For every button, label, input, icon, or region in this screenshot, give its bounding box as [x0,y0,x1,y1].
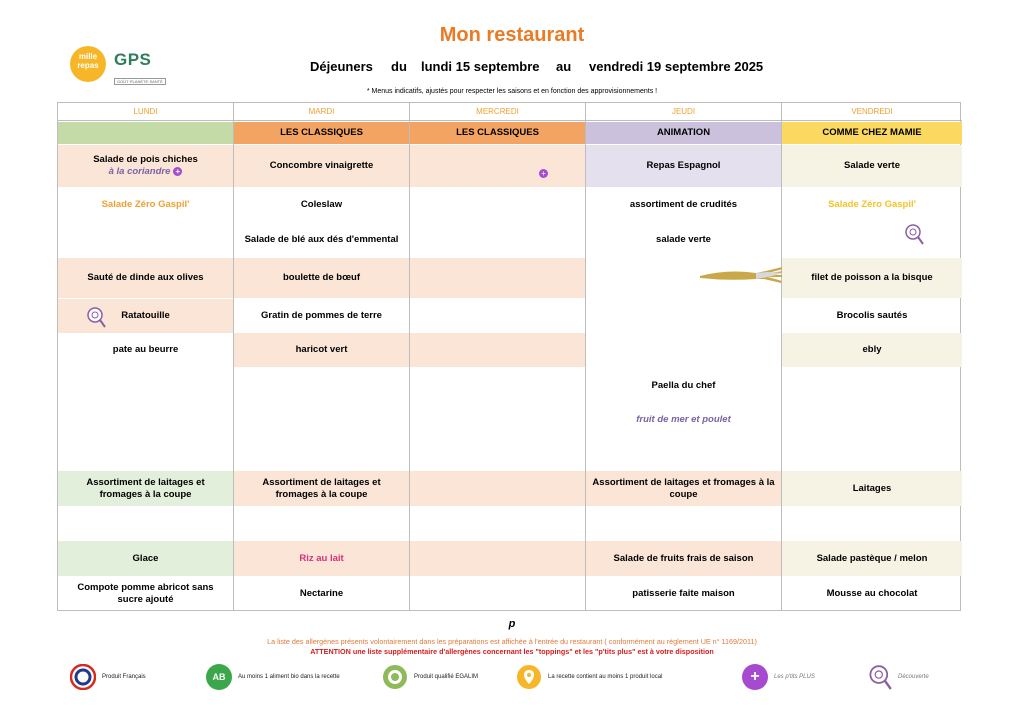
menu-item-mercredi-dairy [410,471,585,506]
french-flag-icon [70,664,96,690]
theme-mercredi: LES CLASSIQUES [410,122,585,144]
legend-decouverte: Découverte [868,662,929,692]
day-header-jeudi: JEUDI [586,103,781,121]
discovery-loupe-icon [868,663,892,691]
weekly-menu-table [57,102,961,611]
column-mercredi [410,103,586,610]
page-title: Mon restaurant [439,24,585,46]
menu-item-mercredi-main [410,258,585,298]
menu-item-jeudi-main-sub: fruit de mer et poulet [636,414,731,425]
menu-item-jeudi-starter3: salade verte [656,234,711,245]
subtitle-start-date: lundi 15 septembre [421,59,540,74]
menu-note: * Menus indicatifs, ajustés pour respecter les saisons et en fonction des approvisionnements ! [366,88,658,95]
ptits-plus-icon: + [539,169,548,178]
menu-item-vendredi-side1: Brocolis sautés [836,310,908,321]
day-header-vendredi: VENDREDI [782,103,962,121]
menu-item-mardi-starter2: Coleslaw [300,199,343,210]
menu-item-mercredi-starter [410,145,585,187]
day-header-lundi: LUNDI [58,103,233,121]
menu-item-lundi-dessert1: Glace [58,541,233,576]
menu-item-jeudi-dairy: Assortiment de laitages et fromages à la coupe [586,471,781,506]
day-header-mardi: MARDI [234,103,409,121]
menu-item-lundi-side1: Ratatouille [58,299,233,333]
menu-item-lundi-dessert2: Compote pomme abricot sans sucre ajouté [77,582,214,605]
menu-item-vendredi-starter2: Salade Zéro Gaspil' [828,199,916,210]
menu-item-mardi-starter3: Salade de blé aux dés d'emmental [244,234,399,245]
fork-icon [698,261,786,291]
menu-item-lundi-dairy: Assortiment de laitages et fromages à la coupe [58,471,233,506]
ptits-plus-icon: + [173,167,182,176]
menu-item-jeudi-dessert2: patisserie faite maison [632,588,735,599]
menu-item-vendredi-side2: ebly [782,333,962,367]
gps-logo: GPS GOÛT·PLANÈTE·SANTÉ [114,50,166,82]
menu-item-mardi-dairy: Assortiment de laitages et fromages à la coupe [234,471,409,506]
local-pin-icon [516,664,542,690]
discovery-loupe-icon [904,223,924,245]
day-header-mercredi: MERCREDI [410,103,585,121]
menu-item-lundi-main: Sauté de dinde aux olives [58,258,233,298]
theme-jeudi: ANIMATION [586,122,781,144]
menu-item-mardi-dessert2: Nectarine [299,588,344,599]
menu-item-jeudi-starter2: assortiment de crudités [629,199,738,210]
egalim-icon [382,664,408,690]
theme-mardi: LES CLASSIQUES [234,122,409,144]
theme-lundi [58,122,233,144]
menu-item-mardi-side1: Gratin de pommes de terre [261,310,382,321]
subtitle-du: du [391,59,407,74]
menu-item-vendredi-starter: Salade verte [782,145,962,187]
column-vendredi [782,103,962,610]
menu-item-vendredi-dessert1: Salade pastèque / melon [782,541,962,576]
menu-item-lundi-starter2: Salade Zéro Gaspil' [101,199,190,210]
legend-local: La recette contient au moins 1 produit local [516,662,662,692]
menu-item-mardi-starter: Concombre vinaigrette [234,145,409,187]
column-jeudi [586,103,782,610]
subtitle-end-date: vendredi 19 septembre 2025 [589,59,764,74]
legend-ptits-plus: + Les p'tits PLUS [742,662,815,692]
p-mark: p [508,618,516,630]
menu-item-jeudi-starter: Repas Espagnol [586,145,781,187]
menu-item-vendredi-dairy: Laitages [782,471,962,506]
mille-repas-logo: mille repas [70,46,106,82]
subtitle-au: au [556,59,572,74]
menu-item-mercredi-side2 [410,333,585,367]
menu-item-jeudi-dessert1: Salade de fruits frais de saison [586,541,781,576]
subtitle-lead: Déjeuners [310,59,373,74]
legend-egalim: Produit qualifié EGALIM [382,662,478,692]
menu-item-mardi-side2: haricot vert [234,333,409,367]
legend-french: Produit Français [70,662,146,692]
ptits-plus-icon: + [742,664,768,690]
menu-item-mardi-dessert1: Riz au lait [234,541,409,576]
menu-item-jeudi-main: Paella du chef [651,380,716,391]
menu-item-mardi-main: boulette de bœuf [234,258,409,298]
allergen-notice: La liste des allergènes présents volontairement dans les préparations est affichée à l'entrée du restaurant ( conformément au règlement UE n° 1169/2011) [267,637,757,646]
legend-bio: AB Au moins 1 aliment bio dans la recette [206,662,340,692]
column-mardi [234,103,410,610]
menu-item-mercredi-dessert1 [410,541,585,576]
discovery-loupe-icon [86,306,106,328]
menu-item-lundi-starter: Salade de pois chiches à la coriandre + [58,145,233,187]
menu-item-vendredi-dessert2: Mousse au chocolat [826,588,918,599]
menu-item-lundi-side2: pate au beurre [112,344,179,355]
organic-ab-icon: AB [206,664,232,690]
theme-vendredi: COMME CHEZ MAMIE [782,122,962,144]
menu-item-vendredi-main: filet de poisson a la bisque [782,258,962,298]
column-lundi [58,103,234,610]
allergen-attention: ATTENTION une liste supplémentaire d'allergènes concernant les "toppings" et les "p'tits plus" est à votre disposition [310,647,714,656]
